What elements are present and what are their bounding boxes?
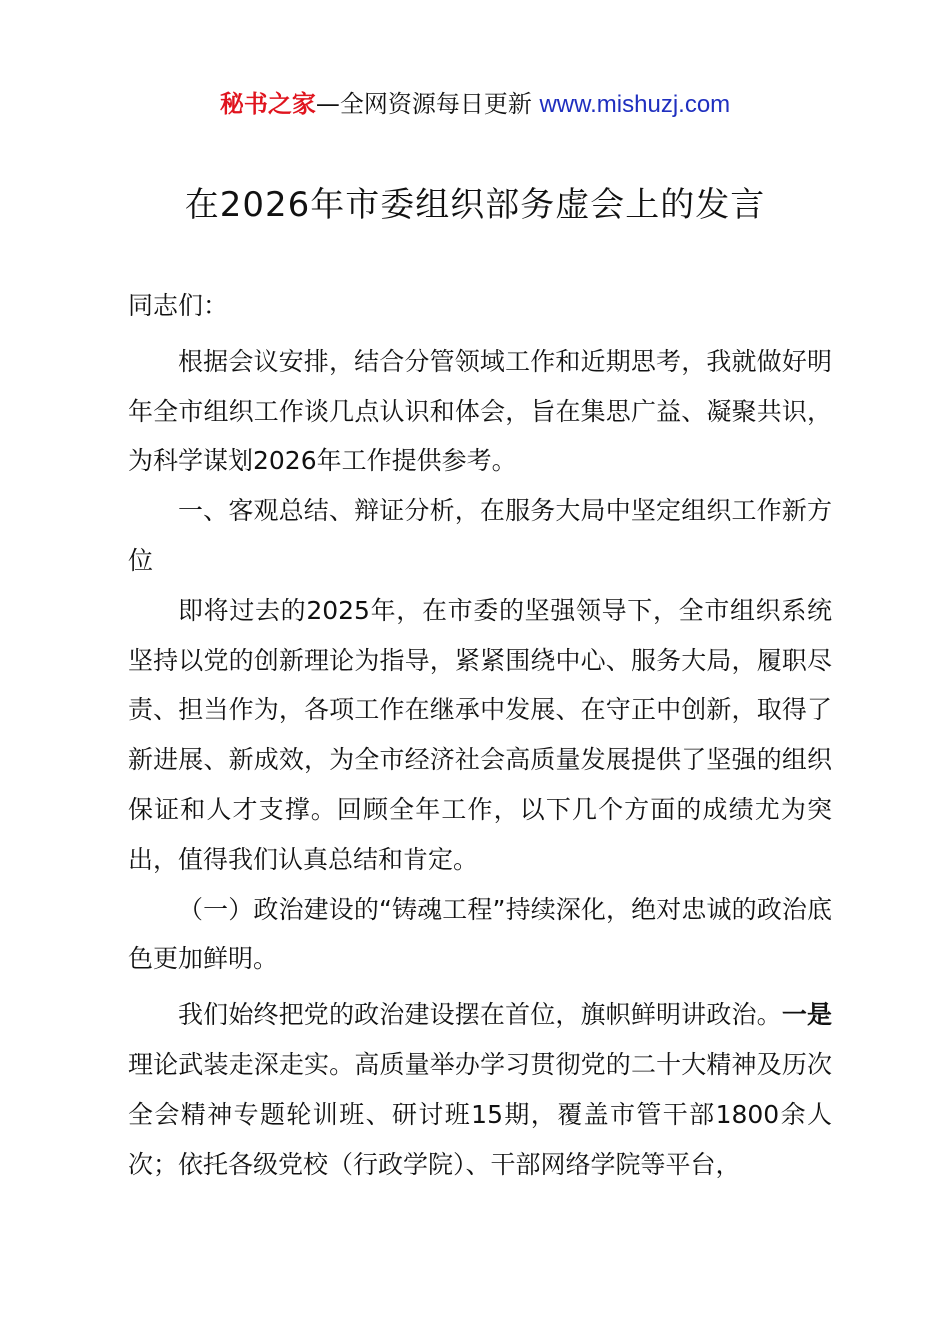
politics-point-text: 理论武装走深走实。高质量举办学习贯彻党的二十大精神及历次全会精神专题轮训班、研讨班15期，覆盖市管干部1800余人次；依托各级党校（行政学院）、干部网络学院等平台， — [128, 1049, 832, 1179]
site-brand[interactable]: 秘书之家 — [219, 90, 316, 118]
point-marker: 一是 — [781, 1000, 832, 1030]
document-body — [128, 281, 832, 1189]
review-paragraph: 即将过去的2025年，在市委的坚强领导下，全市组织系统坚持以党的创新理论为指导，紧紧围绕中心、服务大局，履职尽责、担当作为，各项工作在继承中发展、在守正中创新，取得了新进展、新成效，为全市经济社会高质量发展提供了坚强的组织保证和人才支撑。回顾全年工作，以下几个方面的成绩尤为突出，值得我们认真总结和肯定。 — [128, 595, 832, 874]
subheading-1: （一）政治建设的“铸魂工程”持续深化，绝对忠诚的政治底色更加鲜明。 — [128, 894, 832, 974]
section-heading-1: 一、客观总结、辩证分析，在服务大局中坚定组织工作新方位 — [128, 496, 832, 575]
site-url-link[interactable]: www.mishuzj.com — [539, 91, 731, 118]
politics-paragraph — [128, 990, 832, 1189]
site-slogan: —全网资源每日更新 — [315, 90, 540, 118]
intro-paragraph: 根据会议安排，结合分管领域工作和近期思考，我就做好明年全市组织工作谈几点认识和体会，旨在集思广益、凝聚共识，为科学谋划2026年工作提供参考。 — [128, 346, 832, 476]
document-title: 在2026年市委组织部务虚会上的发言 — [184, 185, 766, 225]
site-header — [0, 86, 950, 123]
salutation: 同志们： — [128, 291, 229, 320]
politics-lead-text: 我们始终把党的政治建设摆在首位，旗帜鲜明讲政治。 — [178, 1000, 782, 1030]
